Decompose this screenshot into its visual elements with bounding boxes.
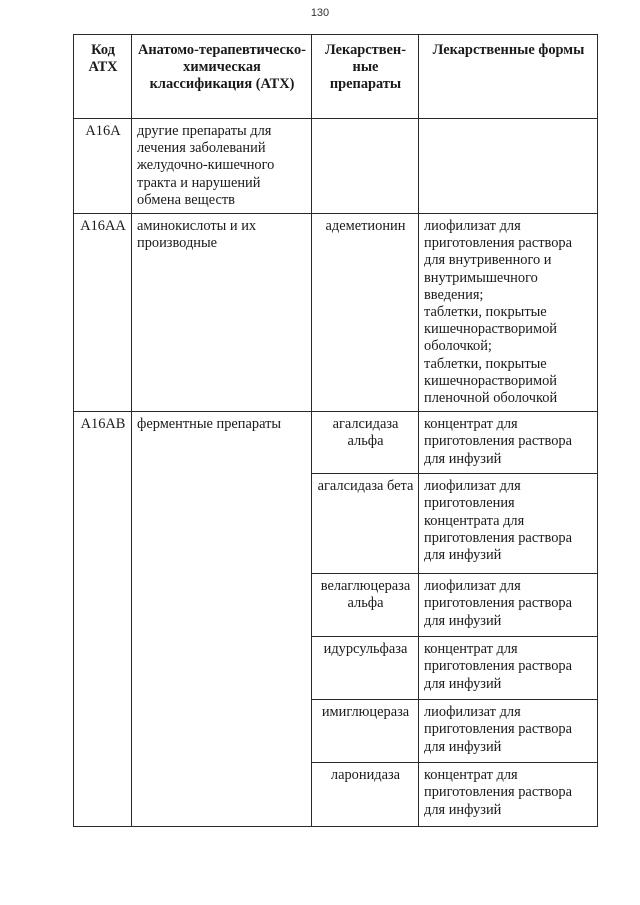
- dosage-forms-cell: [419, 637, 598, 700]
- dosage-forms-cell: [419, 214, 598, 412]
- dosage-form-text: таблетки, покрытые кишечнорастворимой оболочкой;: [424, 304, 557, 355]
- dosage-form-text: лиофилизат для приготовления раствора для внутривенного и внутримышечного введения;: [424, 218, 572, 303]
- table-header-row: [74, 35, 598, 119]
- dosage-forms-cell: [419, 474, 598, 574]
- atc-classification-cell: аминокислоты и их производные: [132, 214, 312, 412]
- drug-name-cell: агалсидаза альфа: [312, 412, 419, 474]
- drug-name-cell: имиглюцераза: [312, 700, 419, 763]
- drug-name-cell: ларонидаза: [312, 763, 419, 827]
- header-forms: Лекарственные формы: [419, 35, 598, 119]
- dosage-form-text: концентрат для приготовления раствора для инфузий: [424, 767, 572, 818]
- header-classification: Анатомо-терапевтическо-химическая классификация (АТХ): [132, 35, 312, 119]
- header-drugs: Лекарствен-ные препараты: [312, 35, 419, 119]
- dosage-form-text: концентрат для приготовления раствора для инфузий: [424, 641, 572, 692]
- drug-name-cell: [312, 119, 419, 214]
- atc-code-cell: A16A: [74, 119, 132, 214]
- dosage-forms-cell: [419, 119, 598, 214]
- dosage-forms-cell: [419, 700, 598, 763]
- table-row: [74, 119, 598, 214]
- drug-name-cell: адеметионин: [312, 214, 419, 412]
- table-body: [74, 119, 598, 827]
- atc-table: [73, 34, 598, 827]
- dosage-forms-cell: [419, 574, 598, 637]
- drug-name-cell: идурсульфаза: [312, 637, 419, 700]
- header-code: Код АТХ: [74, 35, 132, 119]
- dosage-form-text: лиофилизат для приготовления концентрата для приготовления раствора для инфузий: [424, 478, 572, 564]
- table-row: [74, 412, 598, 474]
- atc-classification-cell: другие препараты для лечения заболеваний желудочно-кишечного тракта и нарушений обмена веществ: [132, 119, 312, 214]
- atc-classification-cell: ферментные препараты: [132, 412, 312, 827]
- dosage-forms-cell: [419, 412, 598, 474]
- dosage-forms-cell: [419, 763, 598, 827]
- page-number: 130: [310, 7, 330, 19]
- drug-name-cell: агалсидаза бета: [312, 474, 419, 574]
- dosage-form-text: лиофилизат для приготовления раствора для инфузий: [424, 578, 572, 629]
- drug-name-cell: велаглюцераза альфа: [312, 574, 419, 637]
- atc-code-cell: A16AB: [74, 412, 132, 827]
- dosage-form-text: лиофилизат для приготовления раствора для инфузий: [424, 704, 572, 755]
- dosage-form-text: таблетки, покрытые кишечнорастворимой пленочной оболочкой: [424, 355, 558, 407]
- table-row: [74, 214, 598, 412]
- atc-code-cell: A16AA: [74, 214, 132, 412]
- dosage-form-text: концентрат для приготовления раствора для инфузий: [424, 416, 572, 467]
